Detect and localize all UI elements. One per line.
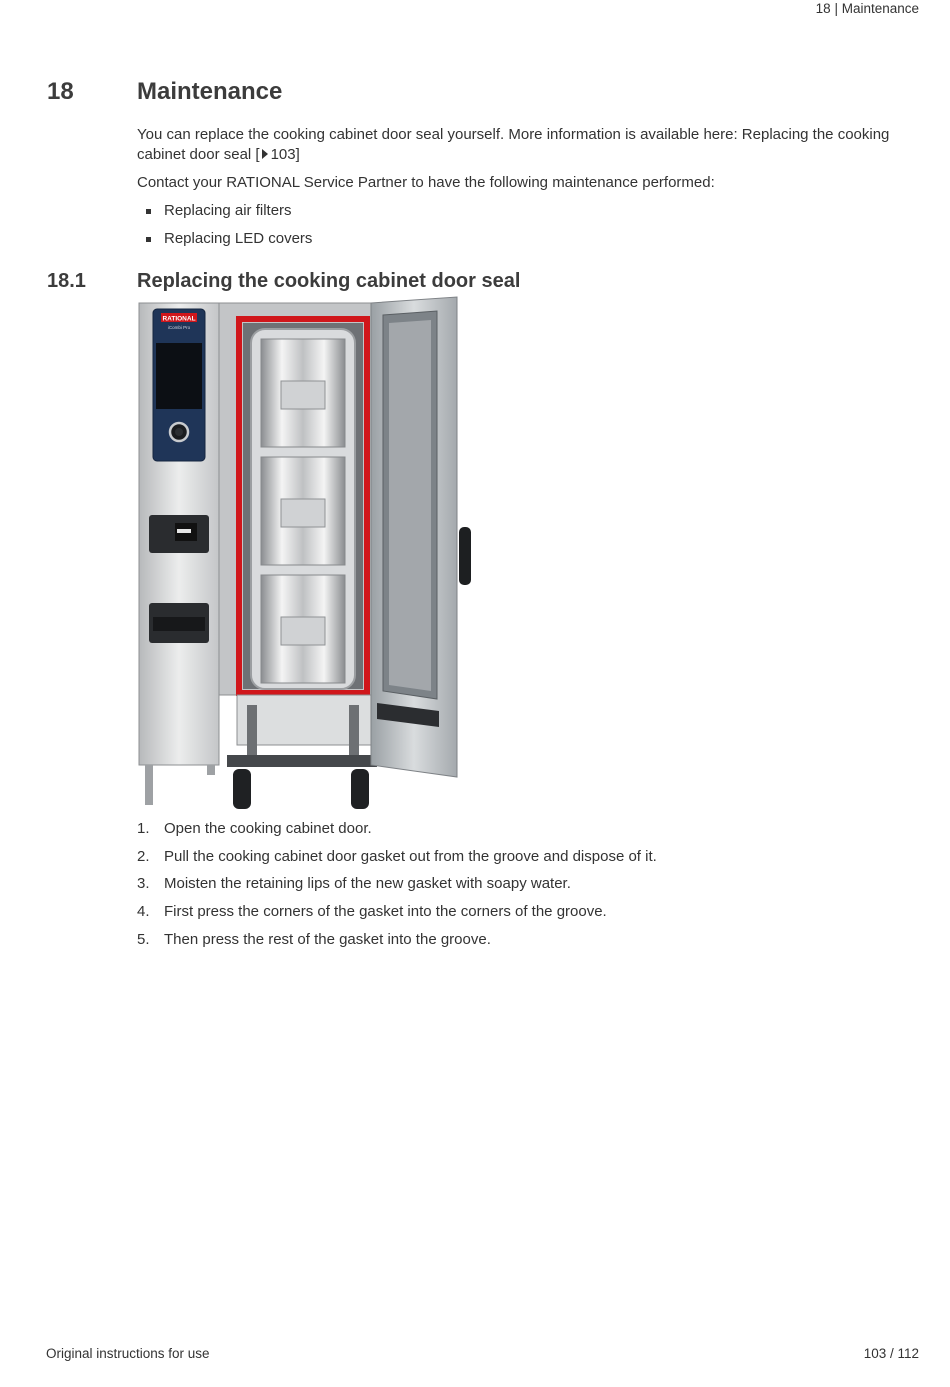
contact-paragraph: Contact your RATIONAL Service Partner to have the following maintenance performed:: [137, 174, 715, 191]
step-number: 3.: [137, 875, 150, 893]
list-item: Replacing air filters: [137, 200, 312, 228]
bullet-square-icon: [146, 209, 151, 214]
step-number: 5.: [137, 930, 150, 948]
list-item: [137, 901, 657, 929]
list-item: [137, 929, 657, 957]
list-item: [137, 846, 657, 874]
cross-reference-link[interactable]: 103]: [270, 146, 300, 163]
step-text: Open the cooking cabinet door.: [164, 820, 372, 837]
maintenance-list: [137, 200, 312, 256]
page-number: 103 / 112: [863, 1346, 919, 1361]
section-number: 18: [47, 78, 74, 105]
step-text: Pull the cooking cabinet door gasket out from the groove and dispose of it.: [164, 847, 657, 865]
bullet-square-icon: [146, 237, 151, 242]
model-label: iCombi Pro: [167, 325, 191, 330]
list-item: [137, 873, 657, 901]
step-text: Moisten the retaining lips of the new gasket with soapy water.: [164, 875, 571, 893]
cross-reference-arrow-icon: [262, 149, 268, 159]
step-text: First press the corners of the gasket into the corners of the groove.: [164, 903, 607, 921]
list-item: Replacing LED covers: [137, 228, 312, 256]
list-item: [137, 818, 657, 846]
oven-illustration: [137, 295, 477, 815]
subsection-title: Replacing the cooking cabinet door seal: [137, 270, 521, 292]
intro-paragraph: [137, 125, 917, 165]
intro-text: You can replace the cooking cabinet door seal yourself. More information is available here: Replacing the cooking cabinet door seal [: [137, 126, 890, 163]
procedure-steps: [137, 818, 657, 956]
subsection-number: 18.1: [47, 270, 86, 292]
step-number: 1.: [137, 820, 150, 837]
step-text: Then press the rest of the gasket into the groove.: [164, 930, 491, 948]
step-number: 4.: [137, 903, 150, 921]
section-title: Maintenance: [137, 78, 283, 105]
running-head: 18 | Maintenance: [815, 1, 919, 16]
footer-document-title: Original instructions for use: [46, 1346, 210, 1361]
step-number: 2.: [137, 847, 150, 865]
brand-label: RATIONAL: [162, 315, 196, 323]
